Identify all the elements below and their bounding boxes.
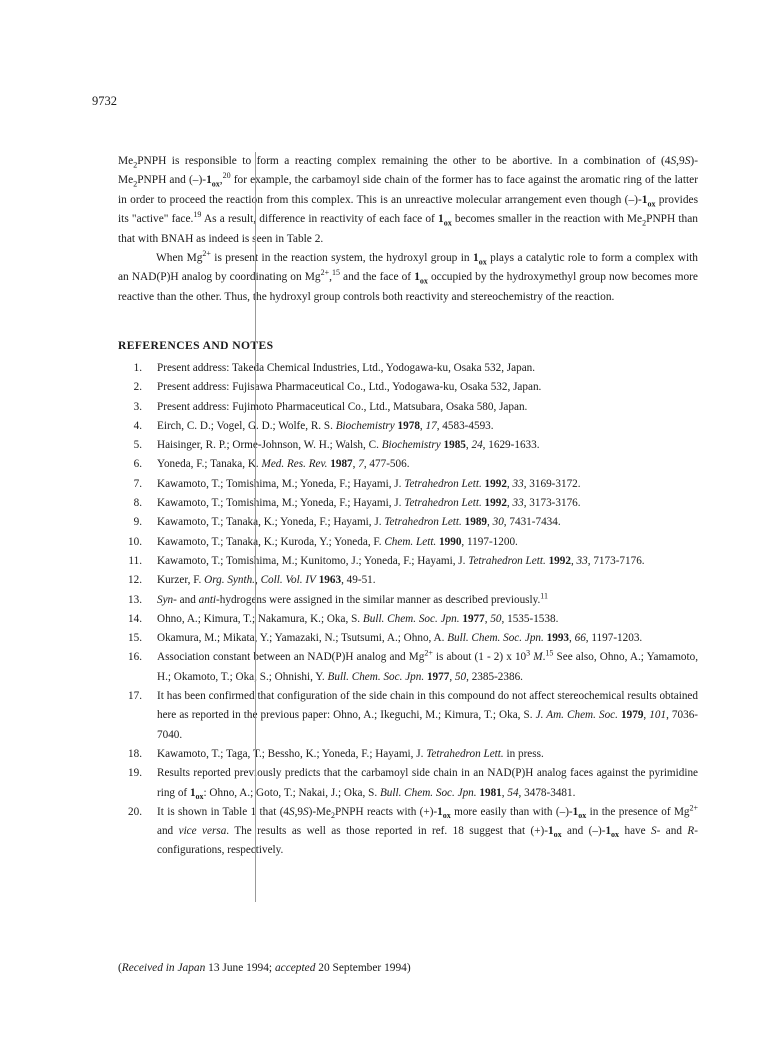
reference-text: It is shown in Table 1 that $(4S,9S)-Me_2PNPH$ reacts with $(+)-1_{ox}$ more easily than with $(-)-1_{ox}$ in the presence of $Mg^{2+}$ and vice versa. The results as well as those reported in ref. 18 suggest that $(+)-1_{ox}$ and $(-)-1_{ox}$ have S- and R-configurations, respectively. — [157, 803, 699, 857]
reference-item — [118, 436, 698, 455]
reference-text: Kawamoto, T.; Tanaka, K.; Yoneda, F.; Hayami, J. Tetrahedron Lett. 1989, 30, 7431-7434. — [157, 516, 561, 529]
reference-item — [118, 475, 698, 494]
reference-number: 16. — [128, 651, 142, 664]
reference-text: Results reported previously predicts that the carbamoyl side chain in an NAD(P)H analog faces against the pyrimidine ring of $1_{ox}$: Ohno, A.; Goto, T.; Nakai, J.; Oka, S. Bull. Chem. Soc. Jpn. 1981, 54, 3478-3481. — [157, 767, 698, 801]
reference-list — [118, 359, 698, 861]
reference-text: Present address: Fujisawa Pharmaceutical Co., Ltd., Yodogawa-ku, Osaka 532, Japan. — [157, 381, 542, 394]
reference-item — [118, 533, 698, 552]
page-number: 9732 — [92, 94, 117, 108]
reference-number: 13. — [128, 593, 142, 606]
reference-item — [118, 359, 698, 378]
reference-text: Yoneda, F.; Tanaka, K. Med. Res. Rev. 1987, 7, 477-506. — [157, 458, 410, 471]
reference-number: 7. — [133, 477, 142, 490]
reference-number: 1. — [133, 362, 142, 374]
paragraph: When $Mg^{2+}$ is present in the reaction system, the hydroxyl group in $1_{ox}$ plays a catalytic role to form a complex with an NAD(P)H analog by coordinating on $Mg^{2+},^{15}$ and the face of $1_{ox}$ occupied by the hydroxymethyl group now becomes more reactive than the other. Thus, the hydroxyl group controls both reactivity and stereochemistry of the reaction. — [118, 249, 698, 303]
reference-item — [118, 552, 698, 571]
paragraph: $Me_2PNPH$ is responsible to form a reacting complex remaining the other to be abortive. In a combination of $(4S,9S)-Me_2PNPH$ and $(-)-1_{ox},^{20}$ for example, the carbamoyl side chain of the former has to face against the aromatic ring of the latter in order to proceed the reaction from this complex. This is an unreactive molecular arrangement even though $(-)-1_{ox}$ provides its "active" face.$^{19}$ As a result, difference in reactivity of each face of $1_{ox}$ becomes smaller in the reaction with $Me_2PNPH$ than that with BNAH as indeed is seen in Table 2. — [118, 155, 699, 245]
reference-item — [118, 648, 698, 687]
reference-item — [118, 513, 698, 532]
reference-text: Haisinger, R. P.; Orme-Johnson, W. H.; Walsh, C. Biochemistry 1985, 24, 1629-1633. — [157, 439, 540, 452]
reference-number: 4. — [133, 419, 142, 432]
reference-text: Present address: Fujimoto Pharmaceutical Co., Ltd., Matsubara, Osaka 580, Japan. — [157, 400, 528, 413]
reference-item — [118, 687, 698, 745]
reference-item — [118, 591, 698, 610]
reference-text: Kawamoto, T.; Taga, T.; Bessho, K.; Yoneda, F.; Hayami, J. Tetrahedron Lett. in press. — [157, 747, 544, 760]
reference-number: 14. — [128, 612, 142, 625]
reference-number: 17. — [128, 690, 142, 703]
reference-item — [118, 803, 698, 861]
reference-item — [118, 745, 698, 764]
received-label: Received in Japan — [121, 962, 206, 974]
reference-text: Kawamoto, T.; Tomishima, M.; Yoneda, F.; Hayami, J. Tetrahedron Lett. 1992, 33, 3173-3176. — [157, 497, 581, 510]
reference-item — [118, 764, 698, 803]
reference-item — [118, 494, 698, 513]
reference-number: 3. — [133, 400, 142, 413]
reference-item — [118, 417, 698, 436]
reference-text: Okamura, M.; Mikata, Y.; Yamazaki, N.; Tsutsumi, A.; Ohno, A. Bull. Chem. Soc. Jpn. 1993, 66, 1197-1203. — [157, 632, 643, 645]
reference-text: Kawamoto, T.; Tomishima, M.; Yoneda, F.; Hayami, J. Tetrahedron Lett. 1992, 33, 3169-3172. — [157, 477, 581, 490]
received-date: 13 June 1994; — [208, 962, 273, 974]
reference-number: 11. — [128, 554, 142, 567]
reference-text: Kurzer, F. Org. Synth., Coll. Vol. IV 1963, 49-51. — [157, 574, 376, 587]
reference-number: 2. — [133, 381, 142, 394]
reference-text: Ohno, A.; Kimura, T.; Nakamura, K.; Oka, S. Bull. Chem. Soc. Jpn. 1977, 50, 1535-1538. — [157, 612, 559, 625]
margin-line — [255, 152, 256, 902]
reference-number: 19. — [128, 767, 142, 780]
reference-number: 18. — [128, 747, 142, 760]
reference-item — [118, 629, 698, 648]
reference-item — [118, 398, 698, 417]
reference-item — [118, 378, 698, 397]
reference-number: 6. — [133, 458, 142, 471]
reference-number: 10. — [128, 535, 142, 548]
reference-number: 12. — [128, 574, 142, 587]
references-heading: REFERENCES AND NOTES — [118, 339, 274, 352]
accepted-date: 20 September 1994 — [318, 962, 407, 974]
reference-item — [118, 610, 698, 629]
reference-text: It has been confirmed that configuration of the side chain in this compound do not affect stereochemical results obtained here as reported in the previous paper: Ohno, A.; Ikeguchi, M.; Kimura, T.; Oka, S. J. Am. Chem. Soc. 1979, 101, 7036-7040. — [157, 690, 699, 741]
reference-text: Eirch, C. D.; Vogel, G. D.; Wolfe, R. S. Biochemistry 1978, 17, 4583-4593. — [157, 419, 494, 432]
reference-text: Present address: Takeda Chemical Industries, Ltd., Yodogawa-ku, Osaka 532, Japan. — [157, 362, 536, 374]
reference-number: 5. — [133, 439, 142, 452]
reference-text: Syn- and anti-hydrogens were assigned in the similar manner as described previously.$^{11}$ — [157, 590, 548, 606]
reference-number: 15. — [128, 632, 142, 645]
reference-number: 20. — [128, 805, 142, 818]
reference-text: Kawamoto, T.; Tanaka, K.; Kuroda, Y.; Yoneda, F. Chem. Lett. 1990, 1197-1200. — [157, 535, 518, 548]
reference-number: 9. — [133, 516, 142, 529]
reference-text: Association constant between an NAD(P)H analog and $Mg^{2+}$ is about (1 - 2) x $10^3$ M.$^{15}$ See also, Ohno, A.; Yamamoto, H.; Okamoto, T.; Oka, S.; Ohnishi, Y. Bull. Chem. Soc. Jpn. 1977, 50, 2385-2386. — [157, 648, 698, 683]
body-text — [118, 152, 698, 307]
reference-item — [118, 455, 698, 474]
reference-item — [118, 571, 698, 590]
received-line: (Received in Japan 13 June 1994; accepted 20 September 1994) — [118, 962, 411, 974]
reference-number: 8. — [133, 497, 142, 510]
reference-text: Kawamoto, T.; Tomishima, M.; Kunitomo, J.; Yoneda, F.; Hayami, J. Tetrahedron Lett. 1992, 33, 7173-7176. — [157, 554, 645, 567]
accepted-label: accepted — [274, 962, 316, 974]
